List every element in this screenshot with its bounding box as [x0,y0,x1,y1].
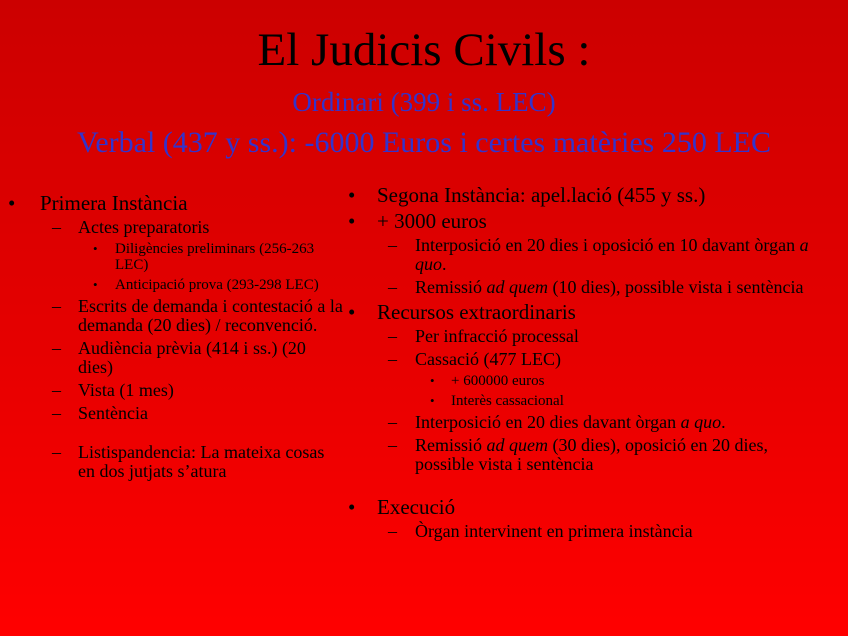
list-item-execucio [340,496,830,518]
list-subitem-interposicio-2 [340,413,830,432]
slide-title: El Judicis Civils : [257,24,591,76]
spacer [340,478,830,496]
list-item-text: Anticipació prova (293-298 LEC) [115,277,319,293]
list-item-text: Segona Instància: apel.lació (455 y ss.) [377,183,706,207]
list-item-text: Audiència prèvia (414 i ss.) (20 dies) [78,338,306,377]
dash-marker: – [52,338,61,358]
list-item-text: Primera Instància [40,191,188,215]
bullet-marker: • [93,277,98,292]
left-column [0,192,345,485]
spacer [0,427,345,443]
list-item-text: + 600000 euros [451,373,545,389]
bullet-marker: • [348,495,356,519]
list-subitem-remissio-2 [340,436,830,474]
list-subitem-interposicio [340,236,830,274]
dash-marker: – [52,296,61,316]
slide-subtitle-verbal: Verbal (437 y ss.): -6000 Euros i certes matèries 250 LEC [77,126,771,159]
list-item-text: Interposició en 20 dies davant òrgan a quo. [415,412,726,432]
list-item-segona-instancia [340,184,830,206]
list-item-text: Diligències preliminars (256-263 LEC) [115,241,315,273]
list-item-text: Sentència [78,403,148,423]
list-item-text: Listispandencia: La mateixa cosas en dos jutjats s’atura [78,442,325,481]
list-subsubitem-anticipacio [0,277,345,293]
dash-marker: – [52,217,61,237]
list-subitem-cassacio [340,350,830,369]
list-item-recursos-extraordinaris [340,301,830,323]
list-item-3000-euros [340,210,830,232]
bullet-marker: • [430,393,435,408]
list-item-text: + 3000 euros [377,209,487,233]
bullet-marker: • [348,209,356,233]
bullet-marker: • [348,183,356,207]
dash-marker: – [52,380,61,400]
list-subitem-litispendencia [0,443,345,481]
list-subitem-sentencia [0,404,345,423]
list-item-text: Remissió ad quem (10 dies), possible vista i sentència [415,277,804,297]
bullet-marker: • [348,300,356,324]
list-item-text: Remissió ad quem (30 dies), oposició en 20 dies, possible vista i sentència [415,435,768,474]
list-subsubitem-interes [340,393,830,409]
dash-marker: – [388,277,397,297]
dash-marker: – [388,521,397,541]
list-subsubitem-diligencies [0,241,345,273]
dash-marker: – [388,349,397,369]
dash-marker: – [388,412,397,432]
list-subitem-remissio [340,278,830,297]
list-subitem-vista [0,381,345,400]
list-subitem-escrits [0,297,345,335]
list-subitem-audiencia [0,339,345,377]
list-item-text: Interès cassacional [451,393,564,409]
list-item-text: Escrits de demanda i contestació a la demanda (20 dies) / reconvenció. [78,296,343,335]
bullet-marker: • [93,241,98,256]
list-item-text: Cassació (477 LEC) [415,349,561,369]
list-item-primera-instancia [0,192,345,214]
dash-marker: – [388,435,397,455]
dash-marker: – [52,442,61,462]
list-item-text: Recursos extraordinaris [377,300,576,324]
dash-marker: – [52,403,61,423]
dash-marker: – [388,235,397,255]
list-subitem-actes [0,218,345,237]
list-item-text: Per infracció processal [415,326,579,346]
list-item-text: Òrgan intervinent en primera instància [415,521,693,541]
dash-marker: – [388,326,397,346]
list-item-text: Vista (1 mes) [78,380,174,400]
list-subsubitem-600000 [340,373,830,389]
list-subitem-infraccio [340,327,830,346]
list-item-text: Execució [377,495,456,519]
list-item-text: Actes preparatoris [78,217,210,237]
slide-subtitle-ordinari: Ordinari (399 i ss. LEC) [292,87,556,117]
bullet-marker: • [8,191,16,215]
bullet-marker: • [430,373,435,388]
right-column [340,184,830,545]
list-subitem-organ [340,522,830,541]
list-item-text: Interposició en 20 dies i oposició en 10 davant òrgan a quo. [415,235,809,274]
